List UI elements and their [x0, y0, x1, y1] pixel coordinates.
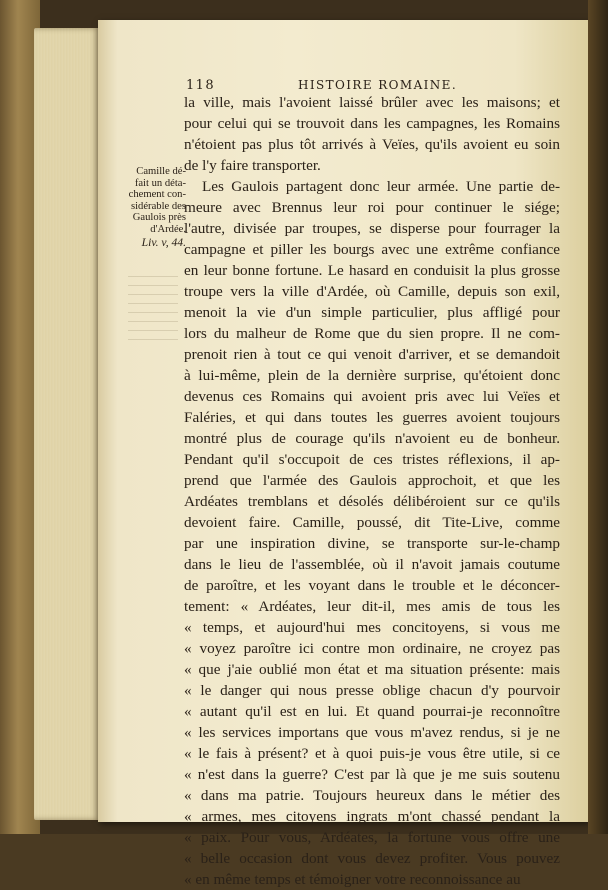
margin-note-line: chement con-	[128, 189, 186, 201]
margin-note-line: d'Ardée.	[150, 223, 186, 235]
text-line: Faléries, et qui dans toutes les guerres avoient toujours	[184, 409, 560, 426]
page-number: 118	[186, 78, 216, 93]
text-line: « n'est dans la guerre? C'est par là que je me suis soutenu	[184, 766, 560, 783]
text-line: à lui-même, plein de la dernière surprise, qu'étoient donc	[184, 367, 560, 384]
margin-note-line: Camille dé-	[136, 166, 186, 177]
text-line: de paroître, et les voyant dans le trouble et le déconcer-	[184, 577, 560, 594]
body-text	[184, 92, 560, 890]
text-line: lors du malheur de Rome que du sien propre. Il ne com-	[184, 325, 560, 342]
text-line: « que j'aie oublié mon état et ma situation présente: mais	[184, 661, 560, 678]
text-line: tement: « Ardéates, leur dit-il, mes amis de tous les	[184, 598, 560, 615]
text-line: « en même temps et témoigner votre reconnoissance au	[184, 871, 521, 888]
text-line: devoient faire. Camille, poussé, dit Tite-Live, comme	[184, 514, 560, 531]
text-line: par une inspiration divine, se transporte sur-le-champ	[184, 535, 560, 552]
text-line: n'étoient pas plus tôt arrivés à Veïes, qu'ils avoient eu soin	[184, 136, 560, 153]
text-line: devenus ces Romains qui avoient pris avec lui Veïes et	[184, 388, 560, 405]
margin-note-line: sidérable des	[130, 200, 186, 212]
text-line: pour celui qui se trouvoit dans les campagnes, les Romains	[184, 115, 560, 132]
text-line: « les services importans que vous m'avez rendus, si je ne	[184, 724, 560, 741]
text-line: la ville, mais l'avoient laissé brûler avec les maisons; et	[184, 94, 560, 111]
text-line: « belle occasion dont vous devez profiter. Vous pouvez	[184, 850, 560, 867]
text-line: « temps, et aujourd'hui mes concitoyens, si vous me	[184, 619, 560, 636]
text-line: en leur bonne fortune. Le hasard en conduisit la plus grosse	[184, 262, 560, 279]
text-line: troupe vers la ville d'Ardée, où Camille, depuis son exil,	[184, 283, 560, 300]
text-line: « paix. Pour vous, Ardéates, la fortune vous offre une	[184, 829, 560, 846]
text-line: Pendant qu'il s'occupoit de ces tristes réflexions, il ap-	[184, 451, 560, 468]
running-title: HISTOIRE ROMAINE.	[298, 78, 458, 92]
text-line: l'autre, divisée par troupes, se disperse pour fourrager la	[184, 220, 560, 237]
text-line: « dans ma patrie. Toujours heureux dans le métier des	[184, 787, 560, 804]
text-line: Ardéates tremblans et désolés délibéroient sur ce qu'ils	[184, 493, 560, 510]
text-line: de l'y faire transporter.	[184, 157, 321, 174]
text-line: menoit la vie d'un simple particulier, plus affligé pour	[184, 304, 560, 321]
margin-note	[114, 166, 186, 250]
text-line: montré plus de courage qu'ils n'avoient eu de bonheur.	[184, 430, 560, 447]
text-line: « armes, mes citoyens ingrats m'ont chassé pendant la	[184, 808, 560, 825]
text-line: dans le lieu de l'assemblée, où il n'avoit jamais coutume	[184, 556, 560, 573]
text-line: prenoit rien à tout ce qui venoit d'arriver, et se demandoit	[184, 346, 560, 363]
text-line: Les Gaulois partagent donc leur armée. Une partie de-	[202, 178, 560, 195]
text-line: campagne et piller les bourgs avec une extrême confiance	[184, 241, 560, 258]
text-line: « le danger qui nous presse oblige chacun d'y pourvoir	[184, 682, 560, 699]
text-line: meure avec Brennus leur roi pour continuer le siége;	[184, 199, 560, 216]
text-line: « le fais à présent? et à quoi puis-je vous être utile, si ce	[184, 745, 560, 762]
margin-note-line: Gaulois près	[132, 212, 186, 224]
margin-note-line: Liv. v, 44.	[141, 235, 186, 249]
text-line: « voyez paroître ici contre mon ordinaire, ne croyez pas	[184, 640, 560, 657]
margin-note-line: fait un déta-	[134, 177, 186, 189]
text-line: « autant qu'il est en lui. Et quand pourrai-je reconnoître	[184, 703, 560, 720]
text-line: prend que l'armée des Gaulois approchoit, et que les	[184, 472, 560, 489]
